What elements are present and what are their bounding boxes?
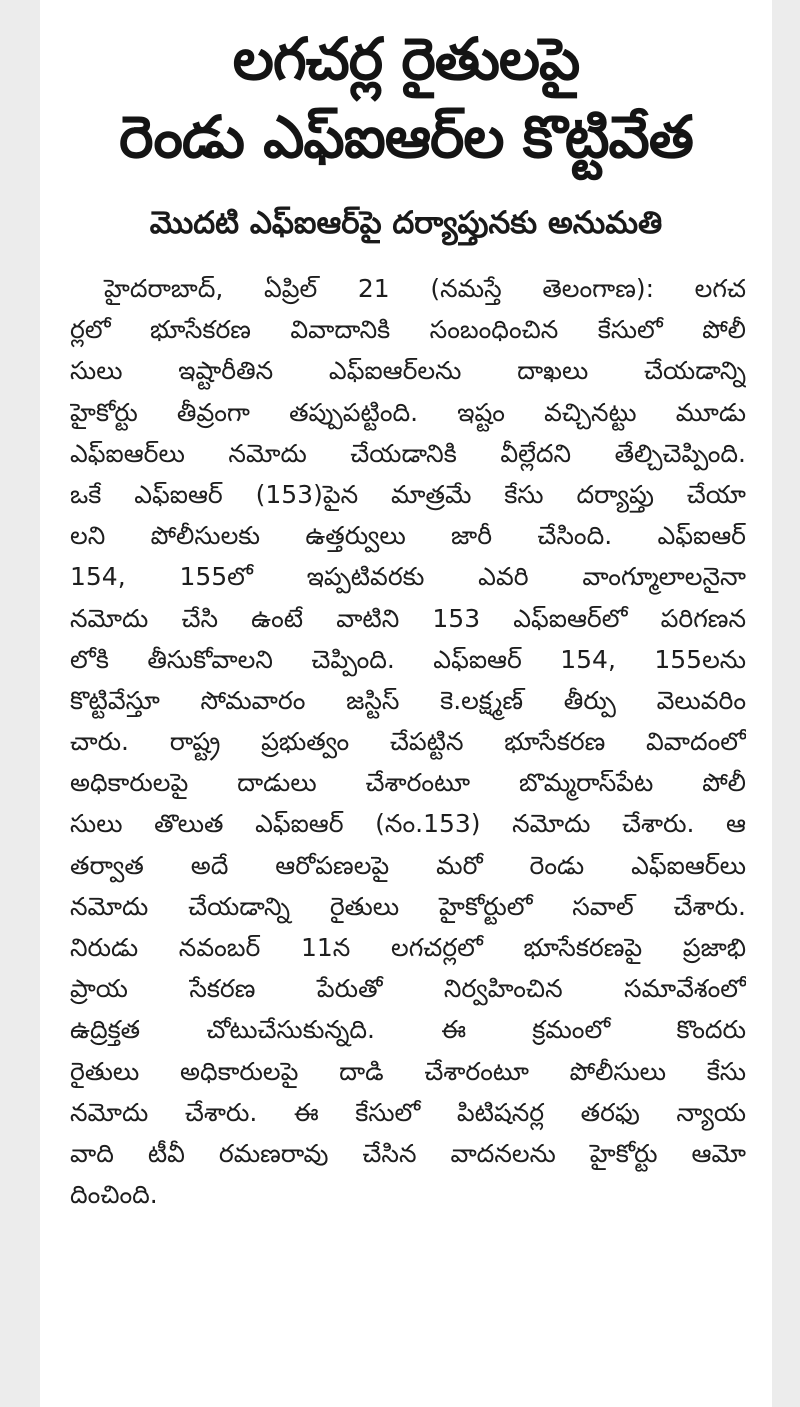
body-line: ర్లలో భూసేకరణ వివాదానికి సంబంధించిన కేసులో పోలీ (70, 315, 746, 345)
body-line: లని పోలీసులకు ఉత్తర్వులు జారీ చేసింది. ఎఫ్‌ఐఆర్ (70, 521, 746, 551)
body-line: తర్వాత అదే ఆరోపణలపై మరో రెండు ఎఫ్‌ఐఆర్‌లు (70, 850, 746, 880)
body-line: రైతులు అధికారులపై దాడి చేశారంటూ పోలీసులు కేసు (70, 1056, 746, 1086)
body-line: దించింది. (70, 1180, 158, 1210)
body-line: హైకోర్టు తీవ్రంగా తప్పుపట్టింది. ఇష్టం వచ్చినట్టు మూడు (70, 397, 746, 427)
body-line: నిరుడు నవంబర్ 11న లగచర్లలో భూసేకరణపై ప్రజాభి (70, 933, 746, 962)
body-line: ప్రాయ సేకరణ పేరుతో నిర్వహించిన సమావేశంలో (70, 974, 746, 1004)
body-line: వాది టీవీ రమణరావు చేసిన వాదనలను హైకోర్టు ఆమో (70, 1138, 746, 1168)
subheadline: మొదటి ఎఫ్‌ఐఆర్‌పై దర్యాప్తునకు అనుమతి (149, 205, 663, 241)
article-body (70, 268, 746, 1215)
body-line: ఎఫ్‌ఐఆర్‌లు నమోదు చేయడానికి వీల్లేదని తేల్చిచెప్పింది. (70, 438, 746, 468)
news-clipping (40, 0, 772, 1407)
body-line: లోకి తీసుకోవాలని చెప్పింది. ఎఫ్‌ఐఆర్ 154, 155లను (70, 644, 746, 674)
body-line: నమోదు చేశారు. ఈ కేసులో పిటిషనర్ల తరఫు న్యాయ (70, 1097, 746, 1127)
headline-line-1: లగచర్ల రైతులపై (232, 25, 580, 93)
body-line: సులు తొలుత ఎఫ్‌ఐఆర్ (నం.153) నమోదు చేశారు. ఆ (70, 809, 746, 839)
body-line: సులు ఇష్టారీతిన ఎఫ్‌ఐఆర్‌లను దాఖలు చేయడాన్ని (70, 356, 746, 386)
body-line: కొట్టివేస్తూ సోమవారం జస్టిస్ కె.లక్ష్మణ్ తీర్పు వెలువరిం (70, 685, 746, 715)
headline-line-2: రెండు ఎఫ్‌ఐఆర్‌ల కొట్టివేత (119, 103, 693, 171)
body-line: చారు. రాష్ట్ర ప్రభుత్వం చేపట్టిన భూసేకరణ వివాదంలో (70, 727, 746, 757)
body-line: అధికారులపై దాడులు చేశారంటూ బొమ్మరాస్‌పేట పోలీ (70, 768, 746, 798)
body-line: నమోదు చేసి ఉంటే వాటిని 153 ఎఫ్‌ఐఆర్‌లో పరిగణన (70, 603, 746, 633)
body-line: ఉద్రిక్తత చోటుచేసుకున్నది. ఈ క్రమంలో కొందరు (70, 1015, 746, 1045)
body-line: 154, 155లో ఇప్పటివరకు ఎవరి వాంగ్మూలాలనైనా (70, 562, 746, 592)
body-line: నమోదు చేయడాన్ని రైతులు హైకోర్టులో సవాల్ చేశారు. (70, 891, 746, 921)
body-line: ఒకే ఎఫ్‌ఐఆర్ (153)పైన మాత్రమే కేసు దర్యాప్తు చేయా (70, 479, 746, 509)
body-line: హైదరాబాద్, ఏప్రిల్ 21 (నమస్తే తెలంగాణ): లగచ (104, 274, 746, 303)
